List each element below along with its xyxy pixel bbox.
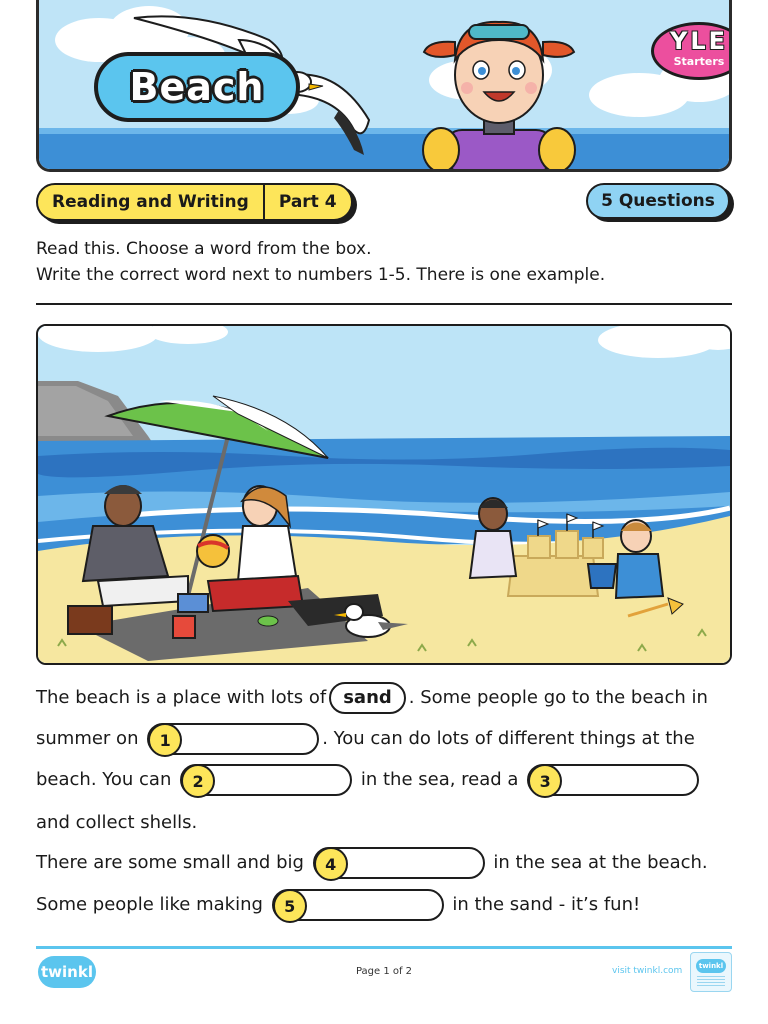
yle-badge-text: YLE	[669, 27, 729, 55]
divider-rule	[36, 303, 732, 305]
header-banner	[36, 0, 732, 172]
passage-text: and collect shells.	[36, 812, 198, 833]
passage-text: . You can do lots of different things at the	[322, 728, 695, 749]
page-number: Page 1 of 2	[355, 966, 413, 977]
passage-text: summer on	[36, 728, 139, 749]
visit-link[interactable]: visit twinkl.com	[612, 966, 683, 976]
answer-blank-3[interactable]	[527, 764, 699, 796]
instruction-line-1: Read this. Choose a word from the box.	[36, 239, 372, 259]
quality-badge	[690, 952, 732, 992]
passage-line-4	[36, 812, 736, 833]
passage-line-2	[36, 723, 736, 755]
quality-badge-logo: twinkl	[696, 959, 726, 973]
answer-number-1: 1	[148, 723, 182, 757]
answer-number-4: 4	[314, 847, 348, 881]
answer-number-3: 3	[528, 764, 562, 798]
passage-text: The beach is a place with lots of	[36, 687, 327, 708]
instructions	[36, 236, 736, 288]
instruction-line-2: Write the correct word next to numbers 1-5. There is one example.	[36, 265, 606, 285]
quality-badge-text-lines	[697, 976, 725, 986]
yle-level-text: Starters	[673, 55, 725, 68]
skill-label: Reading and Writing	[52, 192, 249, 212]
answer-blank-1[interactable]	[147, 723, 319, 755]
answer-blank-4[interactable]	[313, 847, 485, 879]
passage-text: There are some small and big	[36, 852, 304, 873]
footer-rule	[36, 946, 732, 949]
answer-blank-2[interactable]	[180, 764, 352, 796]
example-word-box: sand	[329, 682, 406, 714]
passage-line-3	[36, 764, 736, 796]
twinkl-logo[interactable]: twinkl	[38, 956, 96, 988]
passage-line-6	[36, 889, 736, 921]
page-title-text: Beach	[129, 65, 265, 109]
passage-text: in the sea at the beach.	[493, 852, 708, 873]
part-label: Part 4	[278, 192, 337, 212]
section-label	[36, 183, 353, 221]
passage-text: . Some people go to the beach in	[408, 687, 708, 708]
passage-text: beach. You can	[36, 769, 172, 790]
passage-text: in the sea, read a	[360, 769, 519, 790]
beach-illustration	[38, 326, 730, 663]
beach-scene	[36, 324, 732, 665]
answer-number-2: 2	[181, 764, 215, 798]
questions-count: 5 Questions	[586, 183, 730, 219]
answer-blank-5[interactable]	[272, 889, 444, 921]
passage-line-5	[36, 847, 736, 879]
passage-line-1	[36, 682, 736, 714]
passage-text: Some people like making	[36, 894, 263, 915]
page-title	[94, 52, 300, 122]
passage-text: in the sand - it’s fun!	[452, 894, 641, 915]
answer-number-5: 5	[273, 889, 307, 923]
